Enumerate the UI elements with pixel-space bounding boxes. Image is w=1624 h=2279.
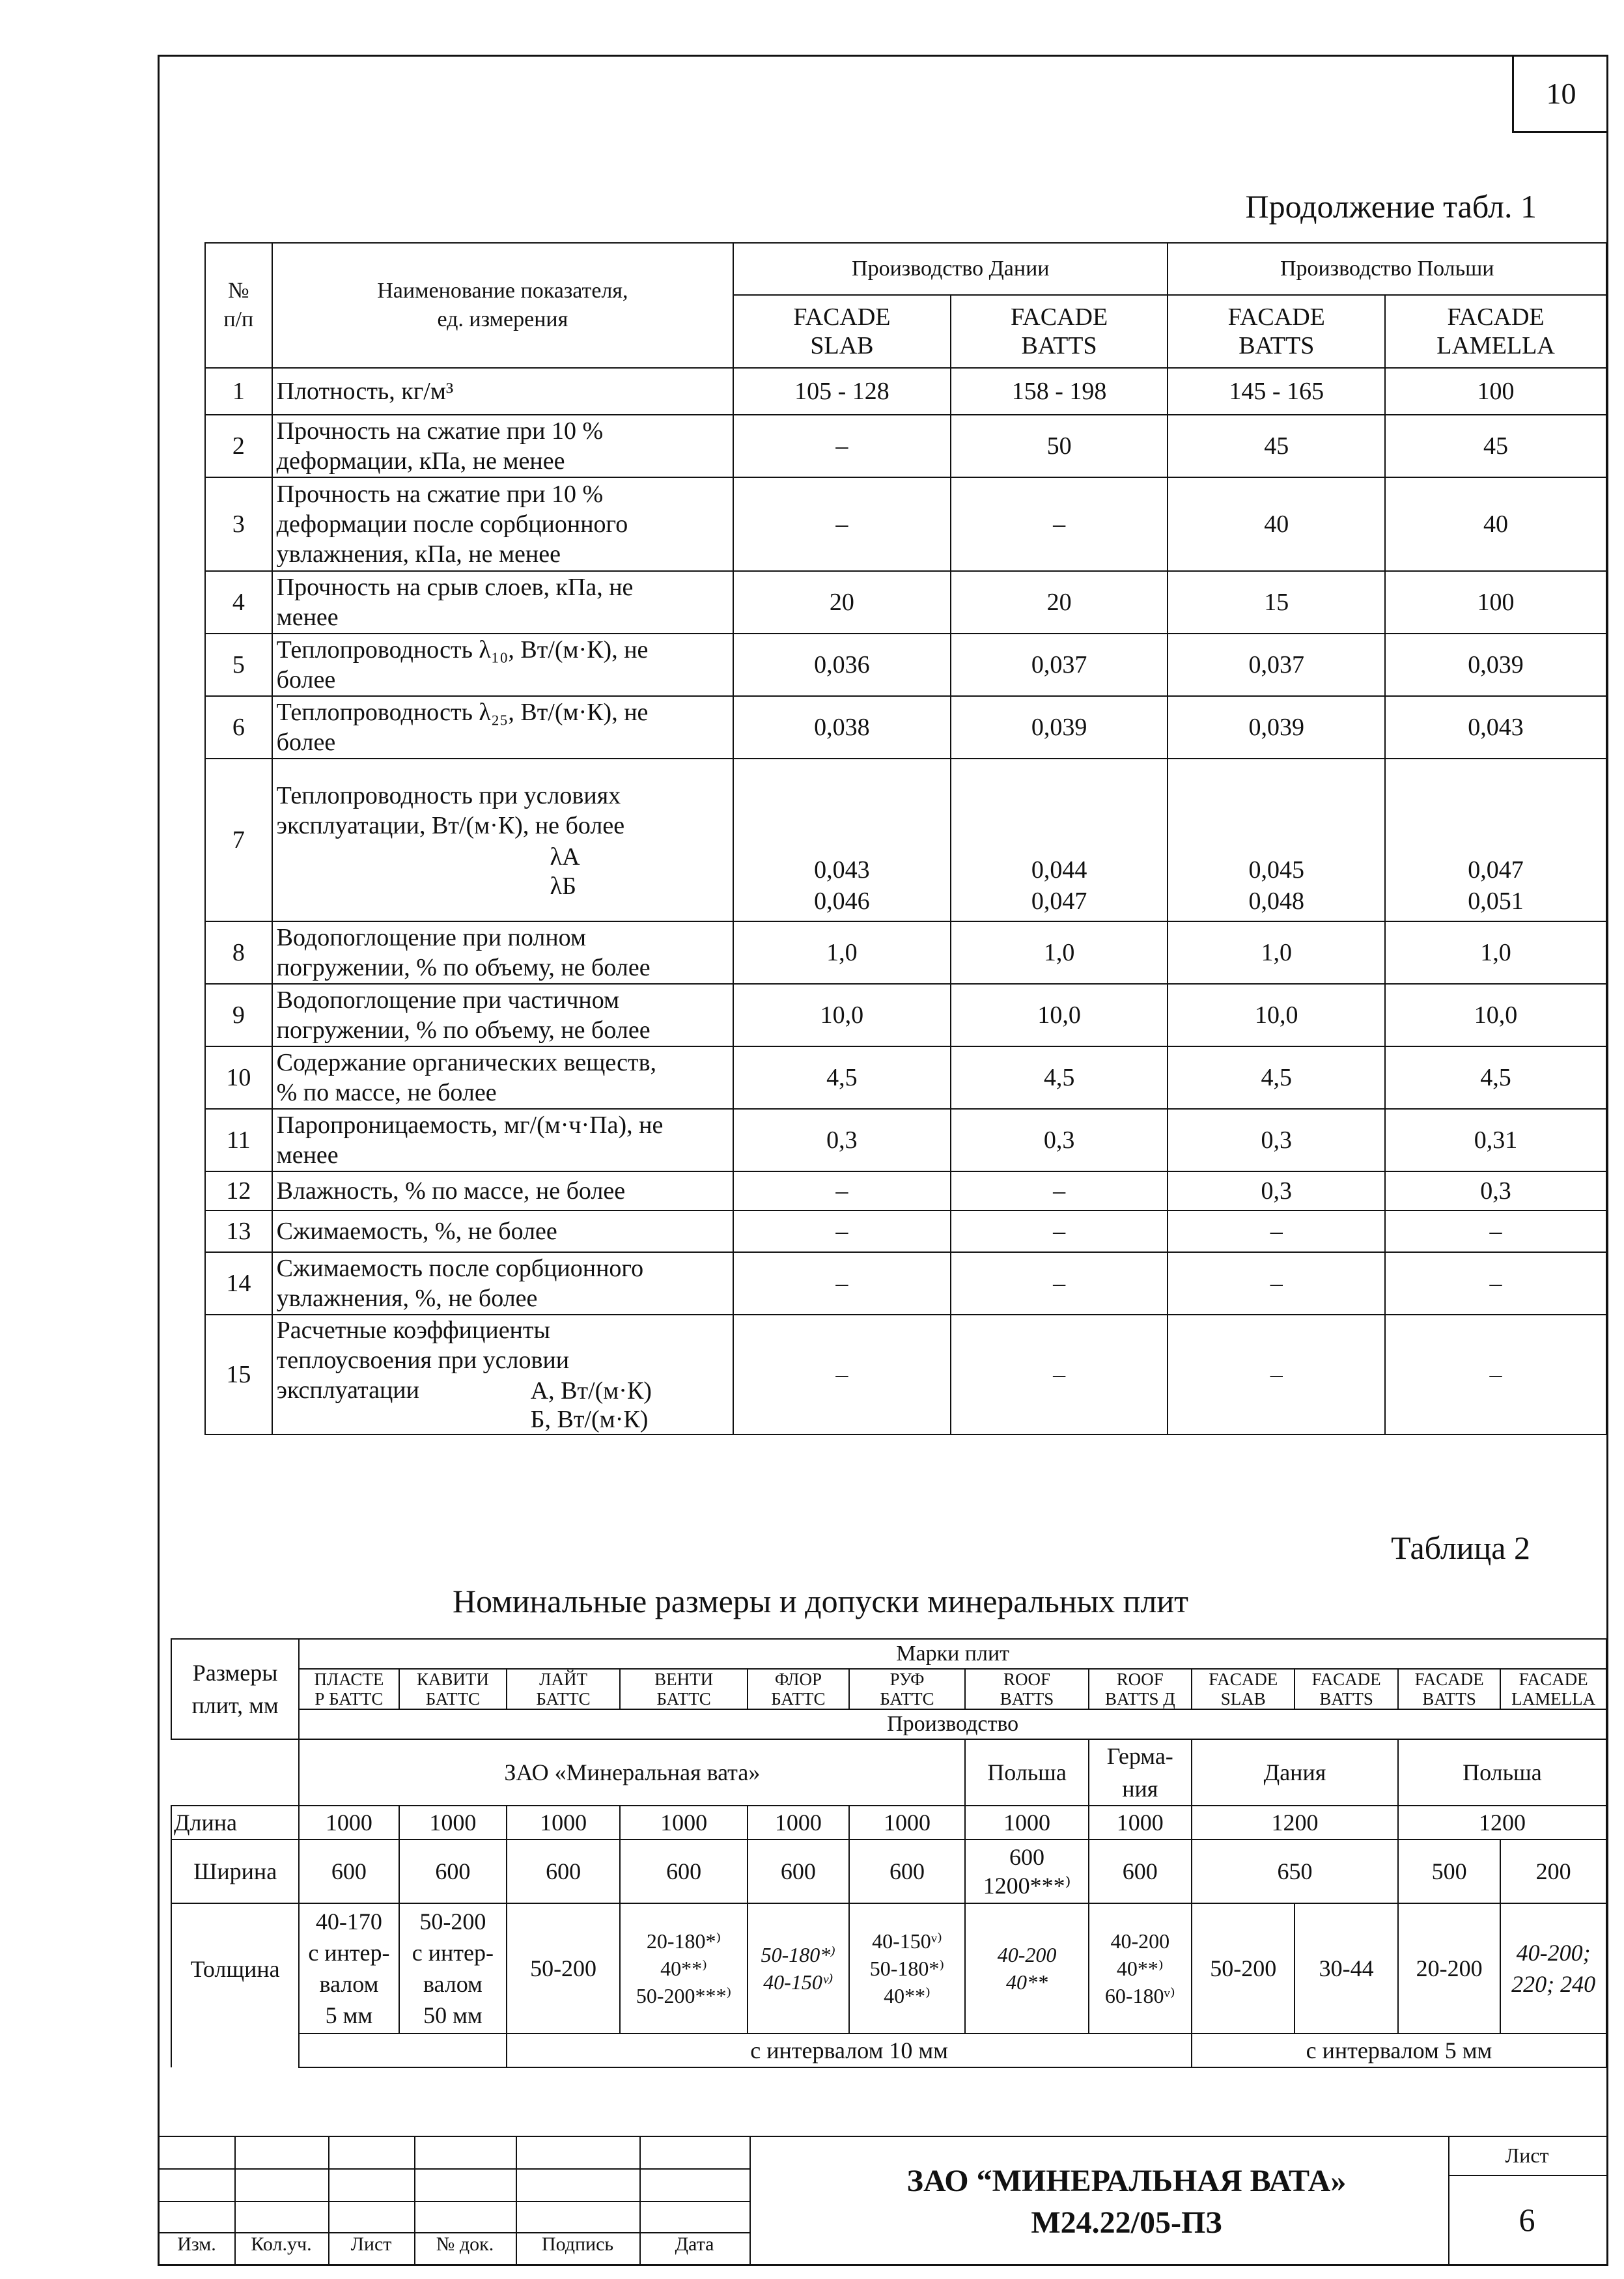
value-cell: – — [951, 477, 1168, 571]
value-cell: 0,31 — [1385, 1109, 1606, 1171]
row-number: 6 — [205, 696, 272, 759]
width-label: Ширина — [171, 1839, 299, 1903]
value-cell: – — [1168, 1210, 1385, 1252]
value-a: 0,045 — [1248, 856, 1304, 884]
page-number: 10 — [1512, 56, 1608, 133]
value-cell: – — [733, 415, 951, 477]
header-poland: Производство Польши — [1168, 243, 1606, 295]
header-sizes: Размеры плит, мм — [171, 1639, 299, 1739]
row-number: 2 — [205, 415, 272, 477]
value-cell: 158 - 198 — [951, 368, 1168, 415]
value-cell: – — [733, 1252, 951, 1315]
table-row — [205, 477, 1606, 571]
indicator-text: Водопоглощение при полном погружении, % по объему, не более — [276, 924, 651, 981]
table1-caption: Продолжение табл. 1 — [1245, 188, 1537, 225]
value-cell: 10,0 — [1385, 984, 1606, 1046]
interval-10: с интервалом 10 мм — [507, 2034, 1192, 2067]
length-value: 1000 — [507, 1806, 620, 1839]
table-row — [205, 921, 1606, 984]
value-cell: – — [733, 477, 951, 571]
indicator-name — [272, 696, 733, 759]
value-cell: – — [1168, 1315, 1385, 1434]
value-cell — [951, 759, 1168, 921]
table2-caption: Таблица 2 — [1391, 1530, 1530, 1566]
producer: Герма- ния — [1089, 1739, 1192, 1806]
width-value: 600 — [748, 1839, 848, 1903]
length-value: 1000 — [399, 1806, 507, 1839]
indicator-name — [272, 921, 733, 984]
value-cell: 0,039 — [951, 696, 1168, 759]
value-cell: 1,0 — [1168, 921, 1385, 984]
width-value: 200 — [1500, 1839, 1606, 1903]
value-cell: – — [1385, 1210, 1606, 1252]
table-row — [205, 984, 1606, 1046]
brand-cell: FACADE SLAB — [1192, 1669, 1295, 1709]
row-number: 10 — [205, 1046, 272, 1109]
value-cell: 145 - 165 — [1168, 368, 1385, 415]
table-row — [205, 1046, 1606, 1109]
indicator-name — [272, 571, 733, 634]
value-cell: 0,043 — [1385, 696, 1606, 759]
indicator-name — [272, 1315, 733, 1434]
thickness-label: Толщина — [171, 1903, 299, 2034]
width-value: 600 — [507, 1839, 620, 1903]
row-number: 9 — [205, 984, 272, 1046]
width-value: 600 1200***⁾ — [965, 1839, 1088, 1903]
width-value: 600 — [299, 1839, 399, 1903]
indicator-name — [272, 634, 733, 696]
header-marks: Марки плит — [299, 1639, 1606, 1669]
sheet-label: Лист — [1505, 2144, 1549, 2167]
brand-cell: КАВИТИ БАТТС — [399, 1669, 507, 1709]
interval-5: с интервалом 5 мм — [1192, 2034, 1606, 2067]
brand-cell: FACADE BATTS — [1398, 1669, 1500, 1709]
thickness-value: 40-200 40**⁾ 60-180ᵛ⁾ — [1089, 1903, 1192, 2034]
row-number: 15 — [205, 1315, 272, 1434]
row-number: 8 — [205, 921, 272, 984]
indicator-name — [272, 477, 733, 571]
value-cell: 0,3 — [1385, 1171, 1606, 1210]
value-cell: 20 — [733, 571, 951, 634]
value-cell: 20 — [951, 571, 1168, 634]
producer: Польша — [1398, 1739, 1606, 1806]
value-cell: 40 — [1168, 477, 1385, 571]
value-cell: – — [1385, 1252, 1606, 1315]
indicator-name — [272, 1252, 733, 1315]
row-number: 1 — [205, 368, 272, 415]
table-row — [205, 1252, 1606, 1315]
value-cell: – — [951, 1210, 1168, 1252]
value-cell — [733, 759, 951, 921]
value-cell: – — [733, 1210, 951, 1252]
thickness-value: 50-200 с интер- валом 50 мм — [399, 1903, 507, 2034]
value-cell: 1,0 — [1385, 921, 1606, 984]
table-row — [205, 1171, 1606, 1210]
indicator-name — [272, 415, 733, 477]
width-value: 600 — [620, 1839, 748, 1903]
value-cell: 10,0 — [733, 984, 951, 1046]
value-cell: 0,3 — [1168, 1171, 1385, 1210]
value-cell: 0,3 — [951, 1109, 1168, 1171]
value-cell: 0,3 — [733, 1109, 951, 1171]
producer: ЗАО «Минеральная вата» — [299, 1739, 965, 1806]
header-production: Производство — [299, 1709, 1606, 1739]
stamp-label: Лист — [350, 2233, 392, 2255]
length-value: 1200 — [1398, 1806, 1606, 1839]
brand-cell: ВЕНТИ БАТТС — [620, 1669, 748, 1709]
indicator-text: Паропроницаемость, мг/(м·ч·Па), не менее — [276, 1112, 664, 1169]
value-cell: 40 — [1385, 477, 1606, 571]
value-cell: 100 — [1385, 368, 1606, 415]
length-value: 1200 — [1192, 1806, 1398, 1839]
stamp-label: Подпись — [541, 2233, 614, 2255]
document-code: М24.22/05-ПЗ — [1031, 2205, 1222, 2240]
table-row — [205, 759, 1606, 921]
row-number: 14 — [205, 1252, 272, 1315]
value-cell: – — [1168, 1252, 1385, 1315]
company-block — [833, 2160, 1420, 2244]
value-cell: 0,037 — [1168, 634, 1385, 696]
value-cell: 1,0 — [733, 921, 951, 984]
brand-cell: FACADE LAMELLA — [1500, 1669, 1606, 1709]
width-value: 650 — [1192, 1839, 1398, 1903]
sub-b-label: Б, Вт/(м·К) — [530, 1406, 649, 1433]
value-cell: 0,038 — [733, 696, 951, 759]
value-cell: – — [1385, 1315, 1606, 1434]
stamp-label: Изм. — [177, 2233, 216, 2255]
indicator-text: Теплопроводность λ₁₀, Вт/(м·К), не более — [276, 636, 649, 693]
length-value: 1000 — [965, 1806, 1088, 1839]
value-cell: 0,3 — [1168, 1109, 1385, 1171]
value-cell: 0,039 — [1168, 696, 1385, 759]
indicator-name — [272, 368, 733, 415]
thickness-value: 40-200 40** — [965, 1903, 1088, 2034]
table1 — [204, 242, 1607, 1435]
value-cell: 45 — [1385, 415, 1606, 477]
stamp-label: Кол.уч. — [251, 2233, 312, 2255]
value-b: 0,051 — [1468, 888, 1524, 915]
value-cell: 45 — [1168, 415, 1385, 477]
indicator-name — [272, 1210, 733, 1252]
value-cell: 100 — [1385, 571, 1606, 634]
indicator-name — [272, 1109, 733, 1171]
header-num: № п/п — [205, 243, 272, 368]
thickness-value: 40-150ᵛ⁾ 50-180*⁾ 40**⁾ — [849, 1903, 966, 2034]
header-product: FACADE LAMELLA — [1385, 295, 1606, 368]
brand-cell: ЛАЙТ БАТТС — [507, 1669, 620, 1709]
value-cell: 0,037 — [951, 634, 1168, 696]
value-cell: – — [951, 1171, 1168, 1210]
value-cell: 0,036 — [733, 634, 951, 696]
header-product: FACADE BATTS — [951, 295, 1168, 368]
table-row — [205, 1210, 1606, 1252]
brand-cell: FACADE BATTS — [1295, 1669, 1397, 1709]
row-number: 12 — [205, 1171, 272, 1210]
row-number: 13 — [205, 1210, 272, 1252]
row-number: 3 — [205, 477, 272, 571]
table-row — [205, 415, 1606, 477]
thickness-value: 50-200 — [507, 1903, 620, 2034]
table2-title: Номинальные размеры и допуски минеральных плит — [452, 1583, 1188, 1619]
brand-cell: РУФ БАТТС — [849, 1669, 966, 1709]
header-name: Наименование показателя, ед. измерения — [272, 243, 733, 368]
value-a: 0,043 — [814, 856, 870, 884]
indicator-text: Плотность, кг/м³ — [276, 378, 454, 405]
sub-a-label: А, Вт/(м·К) — [530, 1377, 652, 1405]
indicator-text: Теплопроводность при условиях эксплуатации, Вт/(м·К), не более — [276, 782, 625, 839]
length-label: Длина — [171, 1806, 299, 1839]
indicator-text: Прочность на срыв слоев, кПа, не менее — [276, 574, 634, 631]
stamp-label: Дата — [675, 2233, 714, 2255]
width-value: 500 — [1398, 1839, 1500, 1903]
value-b: 0,046 — [814, 888, 870, 915]
company-name: ЗАО “МИНЕРАЛЬНАЯ ВАТА» — [906, 2164, 1347, 2198]
indicator-name — [272, 1171, 733, 1210]
value-b: 0,048 — [1248, 888, 1304, 915]
thickness-value: 20-200 — [1398, 1903, 1500, 2034]
stamp-label: № док. — [436, 2233, 494, 2255]
indicator-text: Сжимаемость, %, не более — [276, 1218, 557, 1245]
indicator-text: Расчетные коэффициенты теплоусвоения при условии эксплуатации — [276, 1317, 570, 1404]
brand-cell: ROOF BATTS — [965, 1669, 1088, 1709]
table-row — [205, 696, 1606, 759]
indicator-text: Сжимаемость после сорбционного увлажнения, %, не более — [276, 1255, 644, 1312]
length-value: 1000 — [299, 1806, 399, 1839]
length-value: 1000 — [748, 1806, 848, 1839]
indicator-name — [272, 984, 733, 1046]
row-number: 7 — [205, 759, 272, 921]
value-cell: 4,5 — [733, 1046, 951, 1109]
width-value: 600 — [849, 1839, 966, 1903]
length-value: 1000 — [849, 1806, 966, 1839]
table-row — [205, 634, 1606, 696]
value-cell: 10,0 — [1168, 984, 1385, 1046]
thickness-value: 50-200 — [1192, 1903, 1295, 2034]
row-number: 4 — [205, 571, 272, 634]
value-cell: 4,5 — [1385, 1046, 1606, 1109]
value-cell: 105 - 128 — [733, 368, 951, 415]
value-cell: 1,0 — [951, 921, 1168, 984]
thickness-value: 40-170 с интер- валом 5 мм — [299, 1903, 399, 2034]
indicator-text: Содержание органических веществ, % по массе, не более — [276, 1049, 657, 1106]
value-cell: 4,5 — [1168, 1046, 1385, 1109]
table2 — [171, 1638, 1607, 2068]
sheet-number: 6 — [1519, 2202, 1535, 2238]
table-row — [205, 1315, 1606, 1434]
indicator-name — [272, 1046, 733, 1109]
producer: Польша — [965, 1739, 1088, 1806]
value-cell: 50 — [951, 415, 1168, 477]
value-a: 0,047 — [1468, 856, 1524, 884]
indicator-text: Теплопроводность λ₂₅, Вт/(м·К), не более — [276, 699, 649, 756]
lambda-a-label: λА — [550, 843, 580, 871]
row-number: 5 — [205, 634, 272, 696]
thickness-value: 50-180*⁾ 40-150ᵛ⁾ — [748, 1903, 848, 2034]
header-product: FACADE SLAB — [733, 295, 951, 368]
header-product: FACADE BATTS — [1168, 295, 1385, 368]
row-number: 11 — [205, 1109, 272, 1171]
value-b: 0,047 — [1031, 888, 1087, 915]
brand-cell: ФЛОР БАТТС — [748, 1669, 848, 1709]
table-row — [205, 368, 1606, 415]
table-row — [205, 1109, 1606, 1171]
indicator-text: Влажность, % по массе, не более — [276, 1177, 626, 1205]
value-cell: 0,039 — [1385, 634, 1606, 696]
indicator-text: Прочность на сжатие при 10 % деформации после сорбционного увлажнения, кПа, не менее — [276, 481, 628, 568]
thickness-value: 30-44 — [1295, 1903, 1397, 2034]
value-cell: 15 — [1168, 571, 1385, 634]
lambda-b-label: λБ — [550, 873, 576, 900]
indicator-name — [272, 759, 733, 921]
width-value: 600 — [1089, 1839, 1192, 1903]
value-cell: – — [733, 1171, 951, 1210]
length-value: 1000 — [620, 1806, 748, 1839]
thickness-value: 40-200; 220; 240 — [1500, 1903, 1606, 2034]
table-row — [205, 571, 1606, 634]
width-value: 600 — [399, 1839, 507, 1903]
header-denmark: Производство Дании — [733, 243, 1168, 295]
value-cell — [1385, 759, 1606, 921]
indicator-text: Прочность на сжатие при 10 % деформации, кПа, не менее — [276, 417, 604, 475]
thickness-value: 20-180*⁾ 40**⁾ 50-200***⁾ — [620, 1903, 748, 2034]
value-a: 0,044 — [1031, 856, 1087, 884]
value-cell — [1168, 759, 1385, 921]
value-cell: 4,5 — [951, 1046, 1168, 1109]
value-cell: – — [733, 1315, 951, 1434]
length-value: 1000 — [1089, 1806, 1192, 1839]
value-cell: – — [951, 1315, 1168, 1434]
brand-cell: ROOF BATTS Д — [1089, 1669, 1192, 1709]
value-cell: 10,0 — [951, 984, 1168, 1046]
indicator-text: Водопоглощение при частичном погружении, % по объему, не более — [276, 986, 651, 1044]
brand-cell: ПЛАСТЕ Р БАТТС — [299, 1669, 399, 1709]
producer: Дания — [1192, 1739, 1398, 1806]
value-cell: – — [951, 1252, 1168, 1315]
